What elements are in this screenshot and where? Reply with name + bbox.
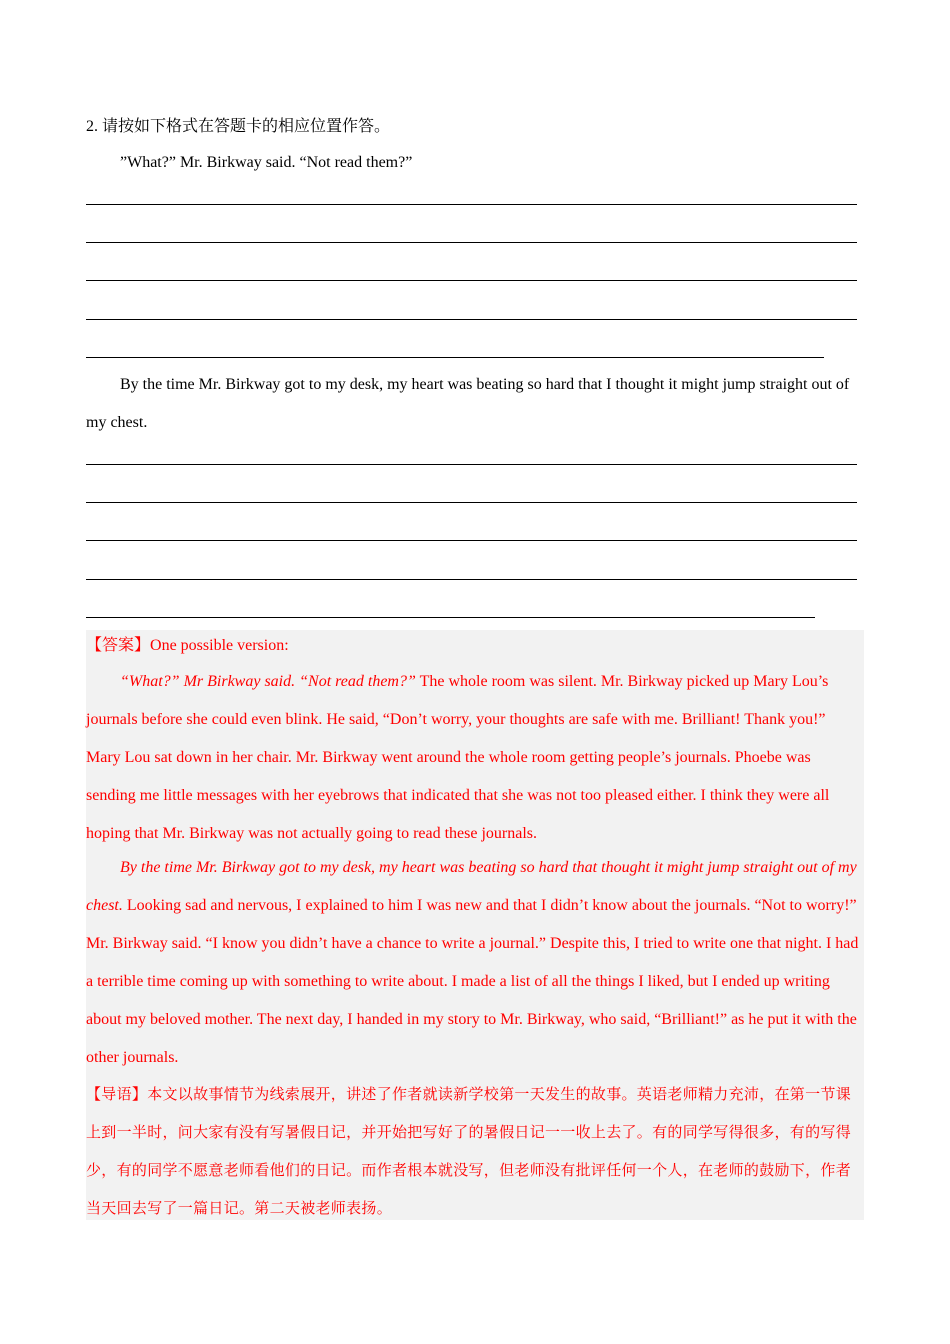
answer-p1-lead: “What?” Mr Birkway said. “Not read them?” (120, 673, 416, 690)
question-instruction: 2. 请按如下格式在答题卡的相应位置作答。 (86, 118, 391, 135)
answer-paragraph-2 (86, 849, 862, 1077)
guide-section (86, 1075, 862, 1227)
paragraph2-opening: By the time Mr. Birkway got to my desk, my heart was beating so hard that I thought it might jump straight out of my chest. (86, 376, 850, 431)
answer-label: 【答案】 (86, 637, 151, 654)
guide-label: 【导语】 (86, 1085, 148, 1103)
answer-line (86, 242, 857, 243)
answer-p2-lead: By the time Mr. Birkway got to my desk, my heart was beating so hard that thought it might jump straight out of my chest. (86, 859, 857, 914)
answer-intro: One possible version: (150, 637, 289, 654)
answer-line (86, 319, 857, 320)
answer-line (86, 464, 857, 465)
answer-line (86, 357, 824, 358)
answer-paragraph-1 (86, 663, 862, 853)
answer-line (86, 540, 857, 541)
answer-section (86, 630, 864, 1220)
answer-line (86, 579, 857, 580)
answer-line (86, 204, 857, 205)
answer-heading (86, 636, 289, 656)
answer-line (86, 502, 857, 503)
answer-p2-body: Looking sad and nervous, I explained to him I was new and that I didn’t know about the journals. “Not to worry!” Mr. Birkway said. “I know you didn’t have a chance to write a journal.” Despite this, I tried to write one that night. I had a terrible time coming up with something to write about. I made a list of all the things I liked, but I ended up writing about my beloved mother. The next day, I handed in my story to Mr. Birkway, who said, “Brilliant!” as he put it with the other journals. (86, 897, 859, 1066)
answer-p1-body: The whole room was silent. Mr. Birkway picked up Mary Lou’s journals before she could even blink. He said, “Don’t worry, your thoughts are safe with me. Brilliant! Thank you!” Mary Lou sat down in her chair. Mr. Birkway went around the whole room getting people’s journals. Phoebe was sending me little messages with her eyebrows that indicated that she was not too pleased either. I think they were all hoping that Mr. Birkway was not actually going to read these journals. (86, 673, 830, 842)
answer-line (86, 617, 815, 618)
paragraph1-opening: ”What?” Mr. Birkway said. “Not read them?” (120, 154, 413, 171)
guide-text: 本文以故事情节为线索展开，讲述了作者就读新学校第一天发生的故事。英语老师精力充沛，在第一节课上到一半时，问大家有没有写暑假日记，并开始把写好了的暑假日记一一收上去了。有的同学写得很多，有的写得少，有的同学不愿意老师看他们的日记。而作者根本就没写，但老师没有批评任何一个人，在老师的鼓励下，作者当天回去写了一篇日记。第二天被老师表扬。 (86, 1085, 852, 1217)
answer-line (86, 280, 857, 281)
